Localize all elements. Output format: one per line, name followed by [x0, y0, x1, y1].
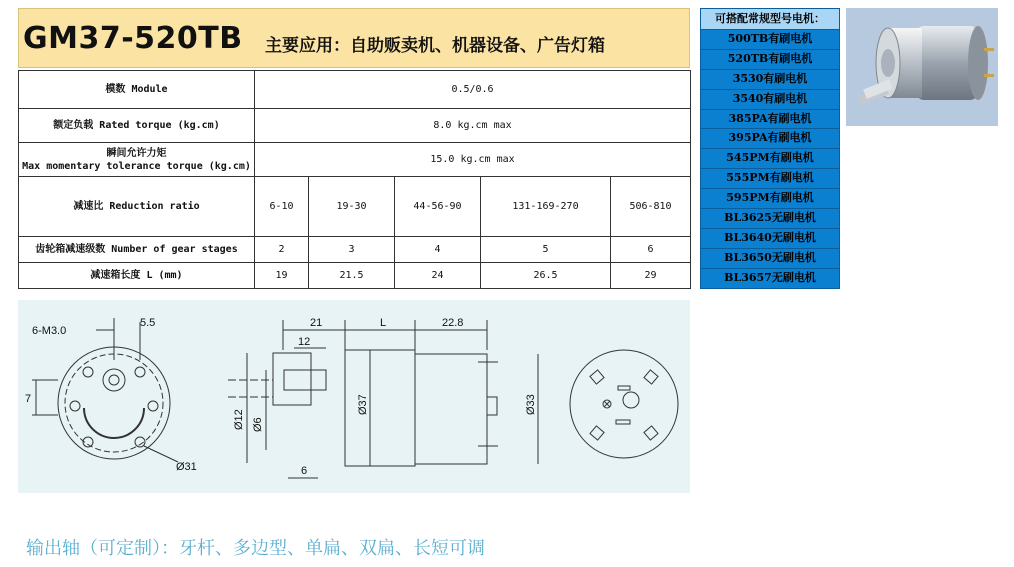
model-title: GM37-520TB: [23, 21, 243, 56]
gearbox-front-outline: [58, 347, 170, 459]
motor-item: 545PM有刷电机: [701, 149, 839, 169]
spec-row-module: [19, 71, 691, 109]
spec-label-line1: 瞬间允许力矩: [106, 147, 167, 159]
spec-row-rated-torque: [19, 109, 691, 143]
spec-cell: 24: [395, 263, 481, 289]
compatible-motors-title: 可搭配常规型号电机：: [701, 9, 839, 30]
spec-value: 15.0 kg.cm max: [255, 143, 691, 177]
motor-item: 3530有刷电机: [701, 70, 839, 90]
technical-drawing: [18, 300, 690, 493]
label-dim-6: 6: [301, 465, 308, 477]
label-diameter-31: Ø31: [176, 461, 197, 473]
title-banner: [18, 8, 690, 68]
label-dim-phi33: Ø33: [525, 394, 537, 415]
spec-cell: 6: [611, 237, 691, 263]
label-dim-21: 21: [310, 317, 323, 329]
spec-label-line2: Max momentary tolerance torque (kg.cm): [22, 160, 251, 172]
spec-cell: 6-10: [255, 177, 309, 237]
spec-cell: 3: [309, 237, 395, 263]
motor-item: 395PA有刷电机: [701, 129, 839, 149]
spec-cell: 131-169-270: [481, 177, 611, 237]
spec-label: 减速比 Reduction ratio: [19, 177, 255, 237]
spec-row-max-torque: [19, 143, 691, 177]
label-dim-12: 12: [298, 336, 311, 348]
spec-row-reduction-ratio: [19, 177, 691, 237]
spec-label: 齿轮箱减速级数 Number of gear stages: [19, 237, 255, 263]
label-dim-l: L: [380, 317, 387, 329]
motor-item: 3540有刷电机: [701, 90, 839, 110]
motor-photo: [846, 8, 998, 126]
motor-item: 500TB有刷电机: [701, 30, 839, 50]
compatible-motors-panel: [700, 8, 840, 289]
motor-item: BL3650无刷电机: [701, 249, 839, 269]
motor-item: 555PM有刷电机: [701, 169, 839, 189]
motor-item: BL3657无刷电机: [724, 270, 816, 284]
spec-row-gearbox-length: [19, 263, 691, 289]
motor-item: 385PA有刷电机: [701, 110, 839, 130]
spec-cell: 29: [611, 263, 691, 289]
motor-item: BL3640无刷电机: [701, 229, 839, 249]
dimension-drawing: [18, 300, 690, 493]
spec-cell: 19-30: [309, 177, 395, 237]
spec-label: 额定负载 Rated torque (kg.cm): [19, 109, 255, 143]
output-shaft-note: 输出轴（可定制）：牙杆、多边型、单扁、双扁、长短可调: [26, 538, 485, 559]
label-seven: 7: [25, 393, 32, 405]
label-dim-phi12: Ø12: [233, 409, 245, 430]
spec-cell: 26.5: [481, 263, 611, 289]
spec-cell: 506-810: [611, 177, 691, 237]
spec-label: [19, 143, 255, 177]
spec-label: 模数 Module: [19, 71, 255, 109]
spec-cell: 19: [255, 263, 309, 289]
spec-table: [18, 70, 691, 289]
motor-item: 520TB有刷电机: [701, 50, 839, 70]
label-dim-phi37: Ø37: [357, 394, 369, 415]
spec-cell: 4: [395, 237, 481, 263]
application-text: 主要应用：自助贩卖机、机器设备、广告灯箱: [265, 36, 605, 56]
label-holes: 6-M3.0: [32, 325, 67, 337]
label-offset: 5.5: [140, 317, 156, 329]
gear-motor-image: [846, 8, 998, 126]
spec-cell: 2: [255, 237, 309, 263]
motor-item: 595PM有刷电机: [701, 189, 839, 209]
spec-cell: 5: [481, 237, 611, 263]
label-dim-phi6: Ø6: [252, 417, 264, 432]
motor-item: BL3625无刷电机: [701, 209, 839, 229]
spec-cell: 44-56-90: [395, 177, 481, 237]
spec-cell: 21.5: [309, 263, 395, 289]
spec-label: 减速箱长度 L (mm): [19, 263, 255, 289]
label-dim-22-8: 22.8: [442, 317, 464, 329]
spec-row-gear-stages: [19, 237, 691, 263]
spec-value: 0.5/0.6: [255, 71, 691, 109]
spec-value: 8.0 kg.cm max: [255, 109, 691, 143]
